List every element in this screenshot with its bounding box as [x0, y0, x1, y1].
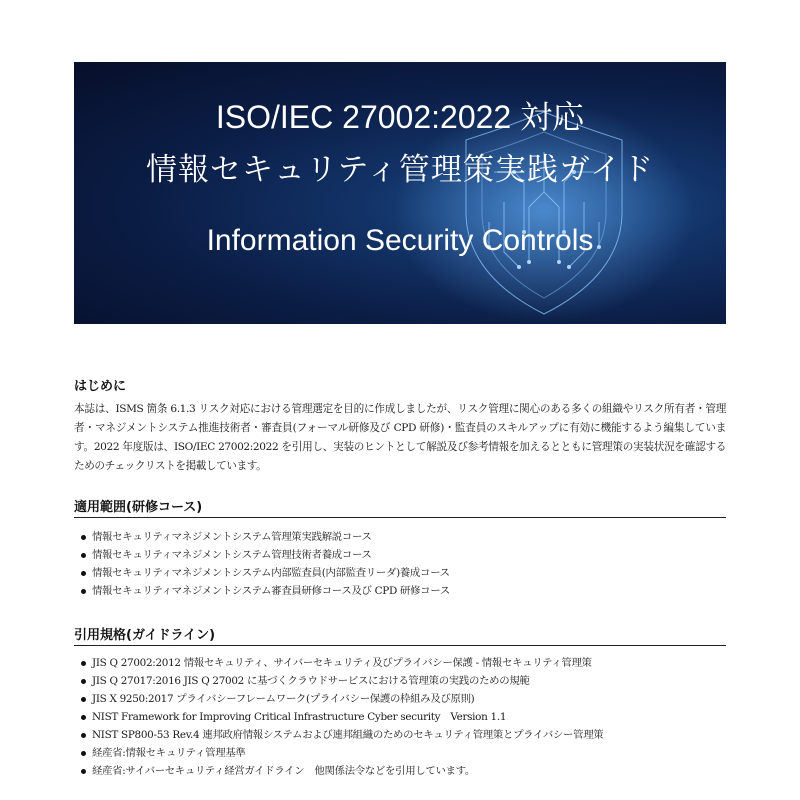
list-item: NIST Framework for Improving Critical Infrastructure Cyber security Version 1.1 [74, 708, 603, 726]
list-item: 情報セキュリティマネジメントシステム管理技術者養成コース [74, 546, 450, 564]
scope-list [74, 528, 450, 600]
list-item: NIST SP800-53 Rev.4 連邦政府情報システムおよび連邦組織のためのセキュリティ管理策とプライバシー管理策 [74, 726, 603, 744]
list-item: 情報セキュリティマネジメントシステム管理策実践解説コース [74, 528, 450, 546]
references-list [74, 654, 603, 780]
cover-title-line2: 情報セキュリティ管理策実践ガイド [146, 152, 654, 188]
list-item: 経産省:サイバーセキュリティ経営ガイドライン 他関係法令などを引用しています。 [74, 762, 603, 780]
list-item: JIS Q 27002:2012 情報セキュリティ、サイバーセキュリティ及びプライバシー保護 - 情報セキュリティ管理策 [74, 654, 603, 672]
scope-divider [74, 517, 726, 518]
cover-banner [74, 62, 726, 324]
references-divider [74, 645, 726, 646]
list-item: 情報セキュリティマネジメントシステム内部監査員(内部監査リーダ)養成コース [74, 564, 450, 582]
cover-title-line1: ISO/IEC 27002:2022 対応 [215, 99, 585, 135]
intro-body: 本誌は、ISMS 箇条 6.1.3 リスク対応における管理選定を目的に作成しましたが、リスク管理に関心のある多くの組織やリスク所有者・管理者・マネジメントシステム推進技術者・審査員(フォーマル研修及び CPD 研修)・監査員のスキルアップに有効に機能するよう編集しています。2022 年度版は、ISO/IEC 27002:2022 を引用し、実装のヒントとして解説及び参考情報を加えるとともに管理策の実装状況を確認するためのチェックリストを掲載しています。 [74, 403, 726, 472]
list-item: 経産省:情報セキュリティ管理基準 [74, 744, 603, 762]
scope-heading: 適用範囲(研修コース) [74, 500, 203, 515]
list-item: 情報セキュリティマネジメントシステム審査員研修コース及び CPD 研修コース [74, 582, 450, 600]
cover-subtitle: Information Security Controls [206, 224, 594, 257]
intro-heading: はじめに [74, 379, 127, 394]
references-heading: 引用規格(ガイドライン) [74, 628, 216, 643]
list-item: JIS X 9250:2017 プライバシーフレームワーク(プライバシー保護の枠組み及び原則) [74, 690, 603, 708]
list-item: JIS Q 27017:2016 JIS Q 27002 に基づくクラウドサービスにおける管理策の実践のための規範 [74, 672, 603, 690]
